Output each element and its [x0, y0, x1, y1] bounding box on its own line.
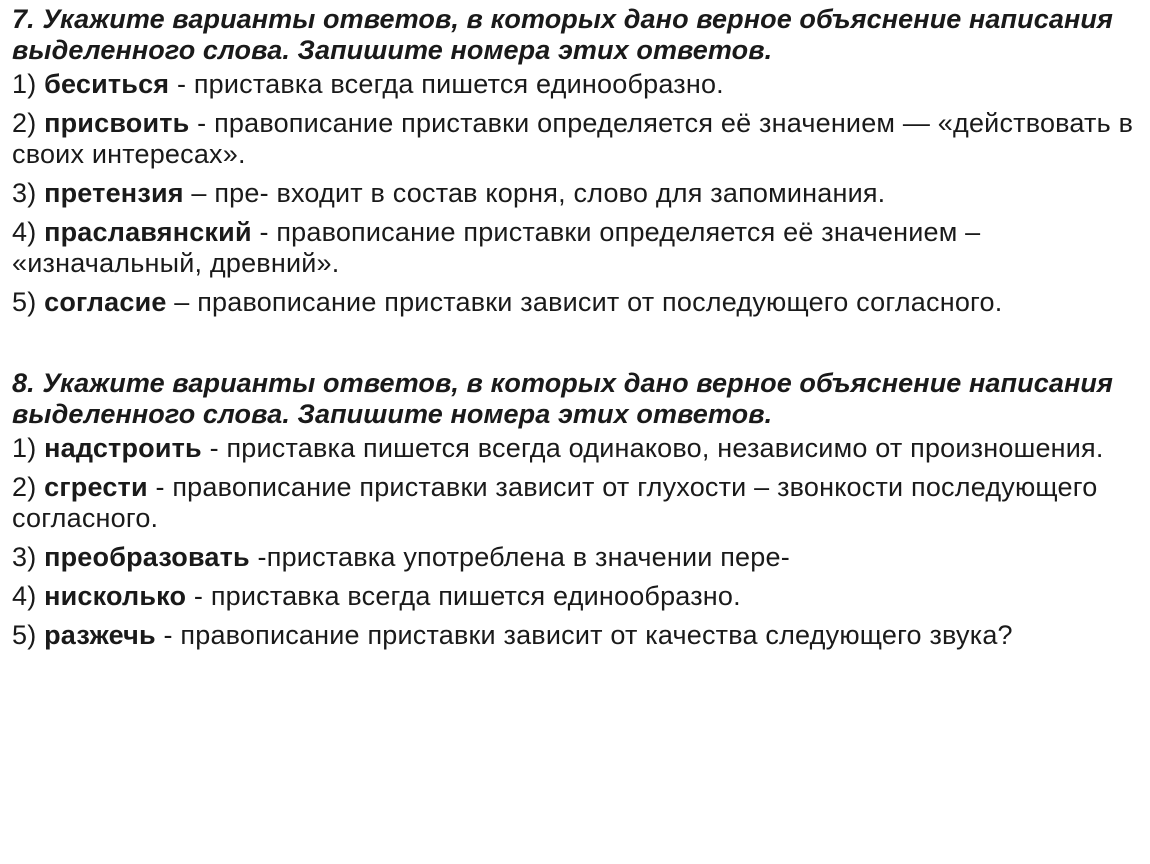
answer-explanation: - приставка пишется всегда одинаково, независимо от произношения.	[201, 433, 1104, 463]
answer-explanation: - правописание приставки определяется её значением – «изначальный, древний».	[12, 217, 981, 278]
highlighted-word: преобразовать	[44, 542, 250, 572]
question-title: 7. Укажите варианты ответов, в которых дано верное объяснение написания выделенного слова. Запишите номера этих ответов.	[12, 4, 1113, 65]
answer-explanation: - правописание приставки определяется её значением — «действовать в своих интересах».	[12, 108, 1134, 169]
question-8	[12, 368, 1142, 651]
question-7	[12, 4, 1142, 318]
answer-option	[12, 581, 1142, 612]
answer-number: 3)	[12, 178, 45, 208]
answer-option	[12, 69, 1142, 100]
answer-number: 2)	[12, 472, 45, 502]
highlighted-word: сгрести	[44, 472, 148, 502]
answer-explanation: -приставка употреблена в значении пере-	[249, 542, 790, 572]
highlighted-word: нисколько	[44, 581, 187, 611]
answer-explanation: - правописание приставки зависит от глухости – звонкости последующего согласного.	[12, 472, 1098, 533]
answer-explanation: – правописание приставки зависит от последующего согласного.	[166, 287, 1003, 317]
answer-explanation: – пре- входит в состав корня, слово для запоминания.	[183, 178, 886, 208]
highlighted-word: разжечь	[44, 620, 156, 650]
answer-number: 1)	[12, 433, 45, 463]
question-title: 8. Укажите варианты ответов, в которых дано верное объяснение написания выделенного слова. Запишите номера этих ответов.	[12, 368, 1113, 429]
answer-number: 4)	[12, 217, 45, 247]
highlighted-word: согласие	[44, 287, 167, 317]
answer-explanation: - правописание приставки зависит от качества следующего звука?	[155, 620, 1013, 650]
answer-option	[12, 620, 1142, 651]
answer-number: 1)	[12, 69, 45, 99]
answer-number: 3)	[12, 542, 45, 572]
answer-option	[12, 472, 1142, 534]
answer-option	[12, 287, 1142, 318]
answer-option	[12, 542, 1142, 573]
answer-explanation: - приставка всегда пишется единообразно.	[169, 69, 724, 99]
highlighted-word: надстроить	[44, 433, 202, 463]
answer-option	[12, 178, 1142, 209]
answer-number: 5)	[12, 287, 45, 317]
answer-explanation: - приставка всегда пишется единообразно.	[186, 581, 741, 611]
answer-number: 2)	[12, 108, 45, 138]
document-page	[12, 4, 1142, 659]
highlighted-word: присвоить	[44, 108, 190, 138]
highlighted-word: претензия	[44, 178, 184, 208]
answer-option	[12, 433, 1142, 464]
answer-option	[12, 108, 1142, 170]
highlighted-word: беситься	[44, 69, 170, 99]
answer-number: 4)	[12, 581, 45, 611]
highlighted-word: праславянский	[44, 217, 252, 247]
answer-number: 5)	[12, 620, 45, 650]
answer-option	[12, 217, 1142, 279]
